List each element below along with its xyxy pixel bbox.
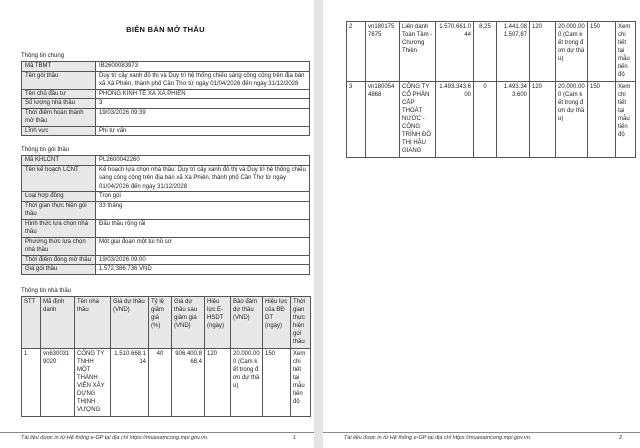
field-value: 33 tháng xyxy=(96,201,310,219)
cell-bid-price: 1.570.661.044 xyxy=(436,22,474,82)
field-label: Thời điểm đóng mở thầu xyxy=(22,255,96,265)
field-value: Kế hoạch lựa chọn nhà thầu: Duy trì cây xanh đô thị và Duy trì hệ thống chiếu sáng công cộng trên địa bàn xã Xà Phiên, thành phố Cần Thơ từ ngày 01/04/2026 đến ngày 31/12/2028 xyxy=(96,165,310,192)
table-row xyxy=(22,237,310,255)
field-label: Mã TBMT xyxy=(22,62,96,72)
col-header-id: Mã định danh xyxy=(41,296,75,348)
field-value: PL2600042260 xyxy=(96,156,310,166)
page-1-content xyxy=(21,25,310,417)
table-row xyxy=(347,82,636,158)
field-label: Tên chủ đầu tư xyxy=(22,89,96,99)
col-header-name: Tên nhà thầu xyxy=(75,296,111,348)
col-header-discount: Tỷ lệ giảm giá (%) xyxy=(149,296,172,348)
cell-name: CÔNG TY TNHH MỘT THÀNH VIÊN XÂY DỰNG THỊNH VƯỢNG xyxy=(75,348,111,416)
cell-guarantee-validity: 150 xyxy=(588,22,616,82)
field-value: Phi tư vấn xyxy=(96,126,310,136)
page-2-footer xyxy=(323,432,640,442)
document-title: BIÊN BẢN MỞ THẦU xyxy=(126,25,205,34)
cell-price-after-discount: 1.493.343.600 xyxy=(497,82,530,158)
cell-duration: Xem chi tiết tại mẫu tiến độ xyxy=(291,348,311,416)
field-label: Giá gói thầu xyxy=(22,265,96,275)
field-value: PHÒNG KINH TẾ XÃ XÀ PHIÊN xyxy=(96,89,310,99)
cell-stt: 3 xyxy=(347,82,366,158)
section-heading-general: Thông tin chung xyxy=(21,53,65,59)
table-row xyxy=(22,108,310,126)
contractor-table-continued xyxy=(346,21,636,158)
field-value: 3 xyxy=(96,99,310,109)
col-header-stt: STT xyxy=(22,296,41,348)
field-label: Tên gói thầu xyxy=(22,71,96,89)
cell-name: Liên danh Toàn Tâm - Chương Thiện xyxy=(400,22,436,82)
field-label: Lĩnh vực xyxy=(22,126,96,136)
table-header-row xyxy=(22,296,311,348)
page-2-content xyxy=(346,21,635,158)
cell-id: vn1801757675 xyxy=(366,22,400,82)
cell-validity: 120 xyxy=(530,82,556,158)
general-info-table xyxy=(21,61,310,136)
page-2 xyxy=(323,0,640,448)
footer-text: Tài liệu được in từ Hệ thống e-GP tại địa chỉ https://muasamcong.mpi.gov.vn. xyxy=(21,435,209,441)
cell-discount: 8,25 xyxy=(474,22,497,82)
cell-guarantee-validity: 150 xyxy=(588,82,616,158)
field-value: IB2600083973 xyxy=(96,62,310,72)
col-header-validity: Hiệu lực E-HSDT (ngày) xyxy=(205,296,231,348)
cell-price-after-discount: 906.400.868,4 xyxy=(172,348,205,416)
col-header-guarantee: Bảo đảm dự thầu (VND) xyxy=(231,296,263,348)
col-header-bid-price: Giá dự thầu (VND) xyxy=(111,296,149,348)
cell-guarantee-validity: 150 xyxy=(263,348,291,416)
table-row xyxy=(22,165,310,192)
section-heading-contractors: Thông tin nhà thầu xyxy=(21,287,72,294)
page-1-footer xyxy=(0,432,314,442)
table-row xyxy=(22,201,310,219)
cell-bid-guarantee: 20.000.000 (Cam kết trong đơn dự thầu) xyxy=(231,348,263,416)
cell-duration: Xem chi tiết tại mẫu tiến độ xyxy=(616,22,636,82)
field-label: Thời điểm hoàn thành mở thầu xyxy=(22,108,96,126)
col-header-price-after: Giá dự thầu sau giảm giá (VND) xyxy=(172,296,205,348)
field-label: Thời gian thực hiện gói thầu xyxy=(22,201,96,219)
page-number: 1 xyxy=(292,435,296,441)
cell-price-after-discount: 1.441.081.507,87 xyxy=(497,22,530,82)
field-value: Một giai đoạn một túi hồ sơ xyxy=(96,237,310,255)
cell-name: CÔNG TY CỔ PHẦN CẤP THOÁT NƯỚC - CÔNG TRÌNH ĐÔ THỊ HẬU GIANG xyxy=(400,82,436,158)
col-header-guarantee-validity: Hiệu lực của BĐ DT (ngày) xyxy=(263,296,291,348)
cell-discount: 0 xyxy=(474,82,497,158)
table-row xyxy=(22,126,310,136)
cell-bid-guarantee: 20.000.000 (Cam kết trong đơn dự thầu) xyxy=(556,82,588,158)
table-row xyxy=(22,89,310,99)
table-row xyxy=(22,71,310,89)
table-row xyxy=(22,99,310,109)
table-row xyxy=(22,62,310,72)
cell-validity: 120 xyxy=(205,348,231,416)
col-header-duration: Thời gian thực hiện gói thầu xyxy=(291,296,311,348)
cell-bid-guarantee: 20.000.000 (Cam kết trong đơn dự thầu) xyxy=(556,22,588,82)
section-heading-package: Thông tin gói thầu xyxy=(21,147,70,153)
cell-id: vn6300319020 xyxy=(41,348,75,416)
field-label: Loại hợp đồng xyxy=(22,192,96,202)
table-row xyxy=(22,192,310,202)
cell-bid-price: 1.493.343.600 xyxy=(436,82,474,158)
field-value: 19/03/2026 09:00 xyxy=(96,255,310,265)
table-row xyxy=(22,265,310,275)
table-row xyxy=(22,219,310,237)
field-label: Số lượng nhà thầu xyxy=(22,99,96,109)
cell-stt: 1 xyxy=(22,348,41,416)
package-info-table xyxy=(21,155,310,275)
field-label: Phương thức lựa chọn nhà thầu xyxy=(22,237,96,255)
footer-text: Tài liệu được in từ Hệ thống e-GP tại địa chỉ https://muasamcong.mpi.gov.vn. xyxy=(344,435,532,441)
field-label: Mã KHLCNT xyxy=(22,156,96,166)
field-value: Duy trì cây xanh đô thị và Duy trì hệ thống chiếu sáng công cộng trên địa bàn xã Xà Phiên, thành phố Cần Thơ từ ngày 01/04/2026 đến ngày 31/12/2028 xyxy=(96,71,310,89)
cell-validity: 120 xyxy=(530,22,556,82)
contractor-table xyxy=(21,296,311,417)
field-label: Tên kế hoạch LCNT xyxy=(22,165,96,192)
field-value: Trọn gói xyxy=(96,192,310,202)
cell-discount: 40 xyxy=(149,348,172,416)
page-1 xyxy=(0,0,314,448)
table-row xyxy=(22,156,310,166)
cell-duration: Xem chi tiết tại mẫu tiến độ xyxy=(616,82,636,158)
field-label: Hình thức lựa chọn nhà thầu xyxy=(22,219,96,237)
cell-stt: 2 xyxy=(347,22,366,82)
table-row xyxy=(22,348,311,416)
table-row xyxy=(347,22,636,82)
page-number: 2 xyxy=(618,435,622,441)
field-value: Đấu thầu rộng rãi xyxy=(96,219,310,237)
table-row xyxy=(22,255,310,265)
cell-id: vn1800544868 xyxy=(366,82,400,158)
field-value: 19/03/2026 09:39 xyxy=(96,108,310,126)
field-value: 1.572.386.736 VND xyxy=(96,265,310,275)
cell-bid-price: 1.510.668.114 xyxy=(111,348,149,416)
